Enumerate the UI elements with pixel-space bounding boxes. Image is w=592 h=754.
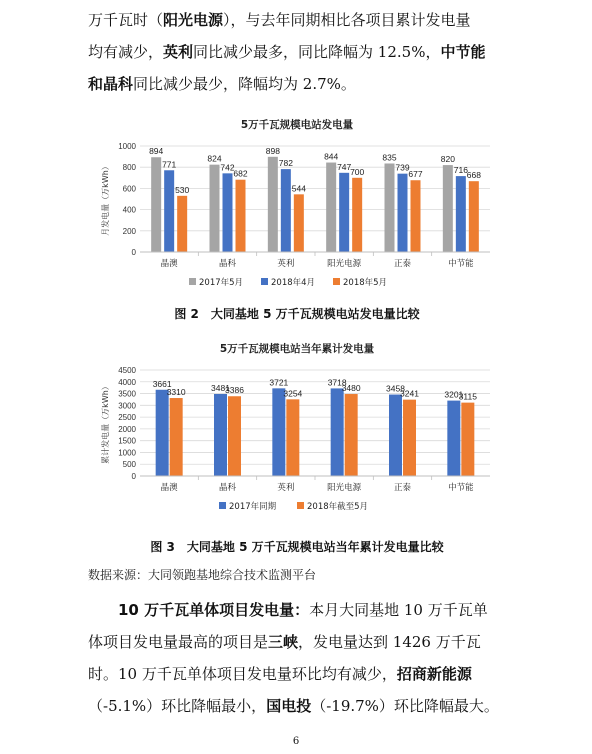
category-label: 阳光电源 [327,483,362,493]
text-line [88,594,506,626]
y-axis-label: 累计发电量（万kWh） [101,382,110,464]
y-tick-label: 4500 [118,366,136,375]
bold-text: 英利 [163,43,194,61]
bar [156,390,169,476]
category-label: 晶澳 [160,483,178,493]
data-label: 771 [162,159,177,170]
bar [164,170,174,252]
bar [268,157,278,252]
chart-title: 5万千瓦规模电站发电量 [240,119,354,131]
text-run: 同比减少最少，降幅均为 2.7%。 [133,75,356,93]
data-label: 782 [278,158,293,169]
legend-label: 2017年同期 [229,502,277,512]
y-tick-label: 500 [122,460,136,470]
bold-text: 国电投 [266,697,312,715]
text-line [88,690,506,722]
data-label: 820 [440,154,455,165]
text-run: （-19.7%）环比降幅最大。 [311,697,499,715]
bar [456,176,466,252]
bar [177,196,187,252]
text-run: 本月大同基地 10 万千瓦单 [309,601,488,619]
chart-svg-monthly [88,112,506,300]
text-line [88,626,506,658]
data-label: 682 [233,168,248,179]
data-label: 3115 [458,391,477,402]
category-label: 晶科 [218,483,237,493]
text-run: ，发电量达到 1426 万千瓦 [298,633,481,651]
text-run: 万千瓦时（ [88,11,164,29]
y-tick-label: 400 [122,205,136,215]
y-tick-label: 3000 [118,401,136,411]
y-tick-label: 0 [131,472,136,481]
category-label: 正泰 [393,483,412,493]
y-tick-label: 1000 [118,142,136,151]
data-label: 3254 [283,388,303,399]
data-label: 3386 [225,385,244,396]
data-label: 747 [337,161,352,172]
bar [403,400,416,476]
category-label: 晶科 [218,259,237,269]
data-label: 3661 [152,378,172,389]
y-tick-label: 600 [122,184,136,194]
bar [352,178,362,252]
category-label: 中节能 [448,483,474,493]
y-tick-label: 800 [122,163,136,173]
category-label: 正泰 [393,259,412,269]
text-line [88,658,506,690]
legend-swatch [333,278,340,285]
data-label: 3480 [341,383,361,394]
bar [326,163,336,252]
bar [461,403,474,476]
bar [236,180,246,252]
bar [443,165,453,252]
figure-caption-3: 图 3 大同基地 5 万千瓦规模电站当年累计发电量比较 [150,540,444,554]
chart-monthly-generation [88,112,506,300]
category-label: 英利 [277,483,295,493]
y-tick-label: 0 [131,248,136,257]
bold-text: 三峡 [268,633,299,651]
y-tick-label: 2000 [118,424,136,434]
legend-swatch [261,278,268,285]
bar [331,388,344,476]
data-label: 3201 [444,389,464,400]
text-line [88,68,506,100]
paragraph-100mw-projects [88,594,506,722]
text-run: ），与去年同期相比各项目累计发电量 [223,11,471,29]
bold-text: 招商新能源 [396,665,472,683]
bar [214,394,227,476]
y-tick-label: 2500 [118,413,136,423]
data-label: 3458 [386,383,405,394]
bar [281,169,291,252]
bar [385,163,395,252]
bold-text: 中节能 [440,43,486,61]
y-tick-label: 1500 [118,436,136,446]
legend-label: 2017年5月 [199,278,244,288]
text-run: 时。10 万千瓦单体项目发电量环比均有减少， [88,665,397,683]
data-label: 700 [350,166,365,177]
bar [210,165,220,252]
data-label: 835 [382,152,397,163]
text-run: 同比减少最多，同比降幅为 12.5%， [193,43,441,61]
data-label: 739 [395,162,410,173]
data-label: 3481 [211,383,230,394]
paragraph-generation-summary [88,4,506,100]
chart-title: 5万千瓦规模电站当年累计发电量 [219,343,375,355]
bar [345,394,358,476]
bar [170,398,183,476]
data-label: 898 [265,145,280,156]
category-label: 阳光电源 [327,259,362,269]
text-run: （-5.1%）环比降幅最小， [88,697,267,715]
bar [286,399,299,476]
category-label: 晶澳 [160,259,178,269]
bold-text: 阳光电源 [163,11,224,29]
data-label: 844 [324,151,339,162]
text-line [88,4,506,36]
data-label: 677 [408,169,423,180]
bar [228,396,241,476]
bold-text: 和晶科 [88,75,134,93]
data-label: 3718 [327,377,347,388]
data-source-note: 数据来源：大同领跑基地综合技术监测平台 [88,568,317,582]
data-label: 544 [291,183,306,194]
bold-text: 10 万千瓦单体项目发电量： [118,601,310,619]
data-label: 894 [149,146,164,157]
bar [272,388,285,476]
bar [151,157,161,252]
y-axis-label: 月发电量（万kWh） [101,162,110,236]
data-label: 824 [207,153,222,164]
data-label: 668 [466,170,481,181]
bar [447,401,460,476]
data-label: 530 [175,184,190,195]
category-label: 中节能 [448,259,474,269]
bar [223,173,233,252]
bar [469,181,479,252]
y-tick-label: 4000 [118,377,136,387]
legend-swatch [297,502,304,509]
legend-swatch [219,502,226,509]
bar [398,174,408,252]
y-tick-label: 3500 [118,389,136,399]
data-label: 3721 [269,377,289,388]
bar [389,395,402,476]
legend-label: 2018年截至5月 [307,502,369,512]
data-label: 716 [453,165,468,176]
data-label: 3241 [400,388,419,399]
category-label: 英利 [277,259,295,269]
bar [294,194,304,252]
chart-svg-cumulative [88,336,506,524]
legend-label: 2018年5月 [343,278,388,288]
page-number: 6 [292,736,300,747]
chart-cumulative-generation [88,336,506,524]
text-run: 均有减少， [88,43,164,61]
bar [411,180,421,252]
bar [339,173,349,252]
y-tick-label: 1000 [118,448,136,458]
text-run: 体项目发电量最高的项目是 [88,633,269,651]
y-tick-label: 200 [122,226,136,236]
legend-label: 2018年4月 [271,278,316,288]
figure-caption-2: 图 2 大同基地 5 万千瓦规模电站发电量比较 [174,307,420,321]
data-label: 742 [220,162,235,173]
data-label: 3310 [166,387,186,398]
legend-swatch [189,278,196,285]
text-line [88,36,506,68]
